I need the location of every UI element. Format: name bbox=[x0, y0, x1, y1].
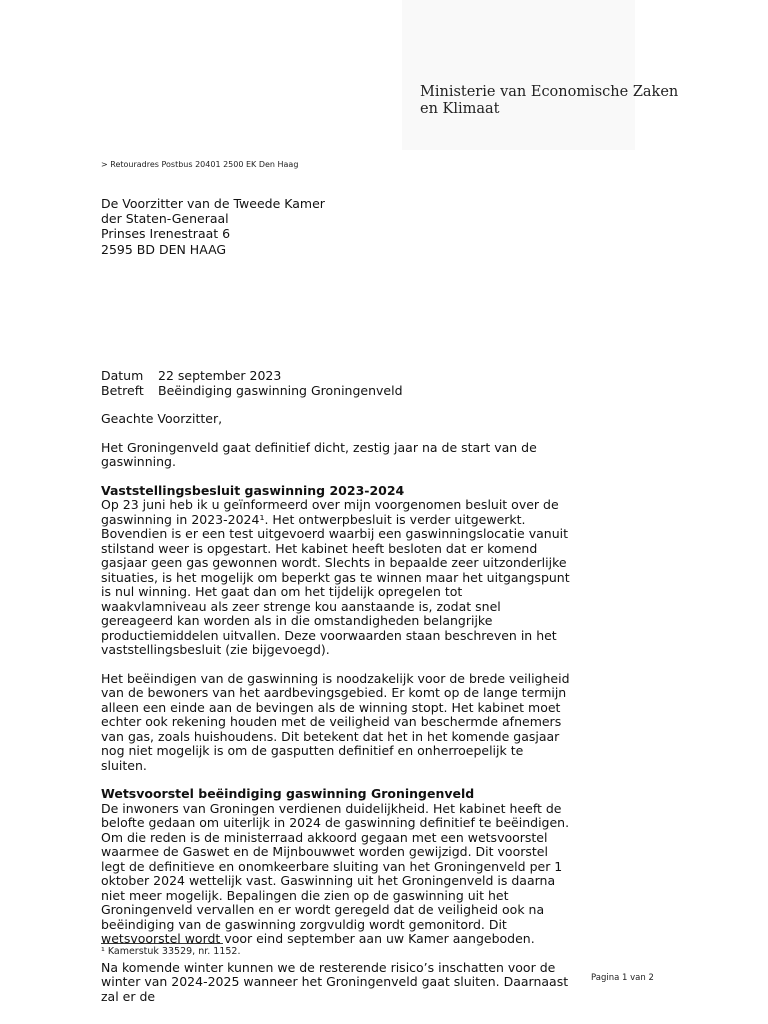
letterhead-line-2: en Klimaat bbox=[420, 101, 500, 117]
return-address: > Retouradres Postbus 20401 2500 EK Den Haag bbox=[101, 160, 299, 169]
paragraph: Het beëindigen van de gaswinning is noodzakelijk voor de brede veiligheid van de bewoners van het aardbevingsgebied. Er komt op de lange termijn alleen een einde aan de bevingen als de winning stopt. Het kabinet moet echter ook rekening houden met de veiligheid van beschermde afnemers van gas, zoals huishoudens. Dit betekent dat het in het komende gasjaar nog niet mogelijk is om de gasputten definitief en onherroepelijk te sluiten. bbox=[101, 670, 570, 773]
footnote: ¹ Kamerstuk 33529, nr. 1152. bbox=[101, 946, 241, 957]
paragraph: Op 23 juni heb ik u geïnformeerd over mijn voorgenomen besluit over de gaswinning in 2023-2024¹. Het ontwerpbesluit is verder uitgewerkt. Bovendien is er een test uitgevoerd waarbij een gaswinningslocatie vanuit stilstand weer is opgestart. Het kabinet heeft besloten dat er komend gasjaar geen gas gewonnen wordt. Slechts in bepaalde zeer uitzonderlijke situaties, is het mogelijk om beperkt gas te winnen maar het uitgangspunt is nul winning. Het gaat dan om het tijdelijk opregelen tot waakvlamniveau als zeer strenge kou aanstaande is, zodat snel gereageerd kan worden als in die omstandigheden belangrijke productiemiddelen uitvallen. Deze voorwaarden staan beschreven in het vaststellingsbesluit (zie bijgevoegd). bbox=[101, 497, 570, 657]
salutation: Geachte Voorzitter, bbox=[101, 411, 223, 426]
letterhead bbox=[420, 84, 678, 118]
subject-row bbox=[101, 384, 403, 399]
recipient-line: 2595 BD DEN HAAG bbox=[101, 241, 227, 257]
section-heading: Vaststellingsbesluit gaswinning 2023-2024 bbox=[101, 482, 405, 498]
date-label: Datum bbox=[101, 368, 144, 383]
recipient-address bbox=[101, 196, 325, 257]
date-row bbox=[101, 369, 403, 384]
subject-value: Beëindiging gaswinning Groningenveld bbox=[158, 382, 403, 398]
paragraph: De inwoners van Groningen verdienen duidelijkheid. Het kabinet heeft de belofte gedaan om uiterlijk in 2024 de gaswinning definitief te beëindigen. Om die reden is de ministerraad akkoord gegaan met een wetsvoorstel waarmee de Gaswet en de Mijnbouwwet worden gewijzigd. Dit voorstel legt de definitieve en onomkeerbare sluiting van het Groningenveld per 1 oktober 2024 wettelijk vast. Gaswinning uit het Groningenveld is daarna niet meer mogelijk. Bepalingen die zien op de gaswinning uit het Groningenveld vervallen en er wordt geregeld dat de veiligheid ook na beëindiging van de gaswinning zorgvuldig wordt gemonitord. Dit wetsvoorstel wordt voor eind september aan uw Kamer aangeboden. bbox=[101, 800, 570, 946]
letterhead-background bbox=[402, 0, 635, 150]
letter-body bbox=[101, 412, 571, 1004]
footnote-divider bbox=[101, 943, 223, 944]
recipient-line: Prinses Irenestraat 6 bbox=[101, 226, 231, 242]
date-value: 22 september 2023 bbox=[158, 368, 282, 383]
subject-label: Betreft bbox=[101, 382, 144, 398]
page-number: Pagina 1 van 2 bbox=[591, 973, 654, 983]
recipient-line: De Voorzitter van de Tweede Kamer bbox=[101, 196, 325, 211]
recipient-line: der Staten-Generaal bbox=[101, 211, 229, 227]
paragraph: Na komende winter kunnen we de resterende risico’s inschatten voor de winter van 2024-2025 wanneer het Groningenveld gaat sluiten. Daarnaast zal er de bbox=[101, 959, 569, 1004]
section-heading: Wetsvoorstel beëindiging gaswinning Groningenveld bbox=[101, 786, 475, 801]
letter-meta bbox=[101, 369, 403, 398]
intro-paragraph: Het Groningenveld gaat definitief dicht, zestig jaar na de start van de gaswinning. bbox=[101, 439, 537, 469]
letterhead-line-1: Ministerie van Economische Zaken bbox=[420, 84, 679, 100]
